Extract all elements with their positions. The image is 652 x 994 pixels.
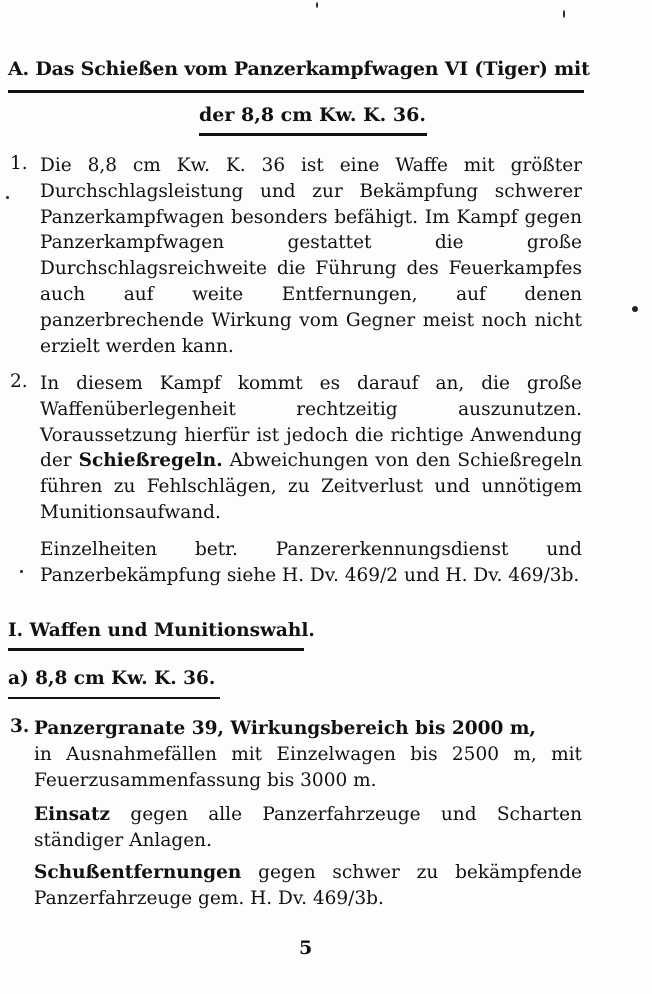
schiessregeln-term: Schießregeln. (78, 450, 223, 472)
item-3-number: 3. (10, 716, 30, 737)
section-a-title: A. Das Schießen vom Panzerkampfwagen VI (Tiger) mit (8, 58, 590, 80)
schussentfernungen-term: Schußentfernungen (34, 862, 242, 883)
section-a-rule-short (199, 133, 427, 136)
para-1-number: 1. (10, 153, 28, 174)
einsatz-text (34, 802, 582, 854)
para-2-text-a: In diesem Kampf kommt es darauf an, die große Waffenüberlegenheit rechtzeitig auszunutzen. Voraussetzung hierfür ist jedoch die richtige Anwendung der (40, 373, 582, 472)
section-a-rule-long (8, 90, 584, 93)
einsatz-term: Einsatz (34, 804, 111, 825)
para-2-text-b: Abweichungen von den Schießregeln führen zu Fehlschlägen, zu Zeitverlust und unnötigem Munitionsaufwand. (40, 450, 582, 523)
print-speck (632, 306, 638, 312)
subsection-a-rule (8, 697, 220, 699)
section-1-title: I. Waffen und Munitionswahl. (8, 620, 315, 641)
para-2-text (40, 371, 582, 526)
page-number: 5 (299, 937, 313, 959)
item-3-line1: Panzergranate 39, Wirkungsbereich bis 2000 m, (34, 718, 536, 739)
subsection-a-title: a) 8,8 cm Kw. K. 36. (8, 668, 216, 689)
print-speck (563, 10, 565, 18)
print-speck (316, 2, 318, 8)
schussentfernungen-text (34, 860, 582, 912)
para-2-number: 2. (10, 371, 28, 392)
para-2-note: Einzelheiten betr. Panzererkennungsdienst und Panzerbekämpfung siehe H. Dv. 469/2 und H. Dv. 469/3b. (40, 539, 582, 586)
print-speck (6, 196, 9, 199)
para-1-text: Die 8,8 cm Kw. K. 36 ist eine Waffe mit größter Durchschlagsleistung und zur Bekämpfung schwerer Panzerkampfwagen besonders befähigt. Im Kampf gegen Panzerkampfwagen gestattet die große Durchschlagsreichweite die Führung des Feuerkampfes auch auf weite Entfernungen, auf denen panzerbrechende Wirkung vom Gegner meist noch nicht erzielt werden kann. (40, 155, 582, 357)
schussentfernungen-desc: gegen schwer zu bekämpfende Panzerfahrzeuge gem. H. Dv. 469/3b. (34, 862, 582, 909)
section-1-rule (8, 648, 304, 651)
einsatz-desc: gegen alle Panzerfahrzeuge und Scharten ständiger Anlagen. (34, 804, 582, 851)
item-3-line2: in Ausnahmefällen mit Einzelwagen bis 2500 m, mit (34, 744, 582, 765)
section-a-title-cont: der 8,8 cm Kw. K. 36. (199, 104, 426, 126)
item-3-line3: Feuerzusammenfassung bis 3000 m. (34, 770, 377, 791)
print-speck (20, 570, 23, 573)
